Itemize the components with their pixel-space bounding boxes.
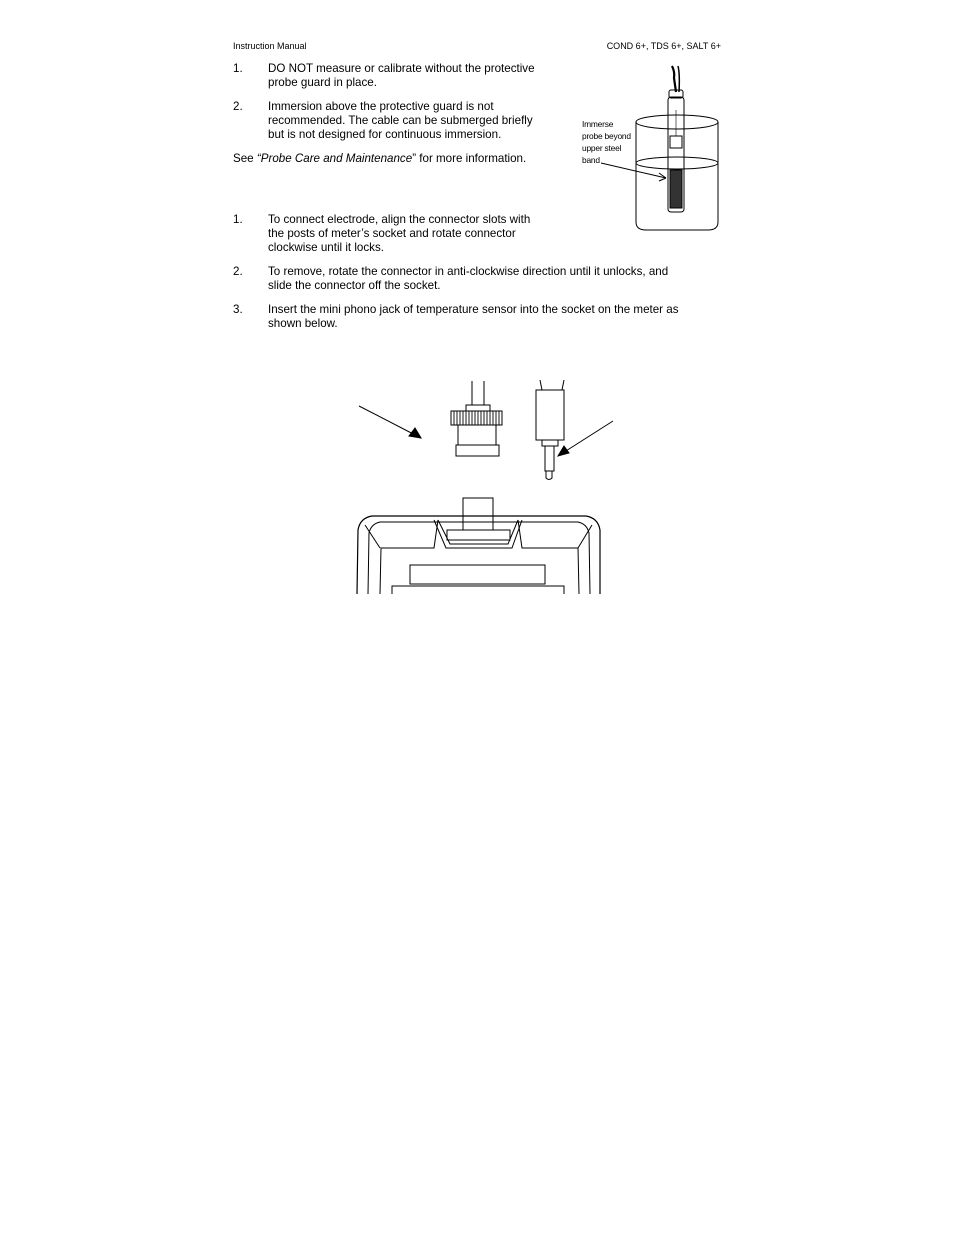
list-item-number: 1. — [233, 213, 243, 226]
probe-cable — [678, 66, 679, 92]
see-prefix: See — [233, 152, 257, 165]
probe-strain-relief — [669, 90, 683, 98]
list-item-number: 2. — [233, 265, 243, 278]
list-item-line: probe guard in place. — [268, 76, 377, 89]
list-item-number: 2. — [233, 100, 243, 113]
probe-label-line: upper steel — [582, 143, 622, 153]
beaker — [636, 122, 718, 230]
probe-body — [668, 97, 684, 212]
connector-arrow — [359, 406, 421, 438]
header-manual-title: Instruction Manual — [233, 41, 307, 51]
sensor-arrow — [558, 421, 613, 456]
list-item-line: but is not designed for continuous immersion. — [268, 128, 502, 141]
probe-cable — [672, 66, 676, 92]
list-item-line: slide the connector off the socket. — [268, 279, 441, 292]
probe-label-line: band — [582, 155, 600, 165]
list-item-line: recommended. The cable can be submerged briefly — [268, 114, 533, 127]
list-item-line: Immersion above the protective guard is not — [268, 100, 494, 113]
list-item-line: clockwise until it locks. — [268, 241, 384, 254]
probe-label-line: Immerse — [582, 119, 614, 129]
list-item-line: DO NOT measure or calibrate without the protective — [268, 62, 535, 75]
header-model-names: COND 6+, TDS 6+, SALT 6+ — [606, 41, 721, 51]
list-item-line: Insert the mini phono jack of temperature sensor into the socket on the meter as — [268, 303, 679, 316]
probe-label-line: probe beyond — [582, 131, 631, 141]
see-reference-paragraph — [233, 152, 526, 166]
probe-sensor-guard — [670, 170, 682, 208]
meter-display — [410, 565, 545, 584]
list-item-line: To connect electrode, align the connector slots with — [268, 213, 531, 226]
probe-upper-steel-band — [670, 136, 682, 148]
probe-figure-label — [582, 118, 631, 166]
see-suffix: ” for more information. — [412, 152, 527, 165]
list-item-number: 3. — [233, 303, 243, 316]
list-item-line: To remove, rotate the connector in anti-clockwise direction until it unlocks, and — [268, 265, 669, 278]
meter-body — [357, 498, 600, 594]
list-item-number: 1. — [233, 62, 243, 75]
temperature-sensor-jack — [536, 380, 564, 480]
beaker-rim — [636, 115, 718, 129]
electrode-connector — [451, 381, 502, 456]
list-item-line: shown below. — [268, 317, 338, 330]
list-item-line: the posts of meter’s socket and rotate connector — [268, 227, 516, 240]
see-reference-title: “Probe Care and Maintenance — [256, 152, 413, 165]
water-surface — [636, 157, 718, 169]
